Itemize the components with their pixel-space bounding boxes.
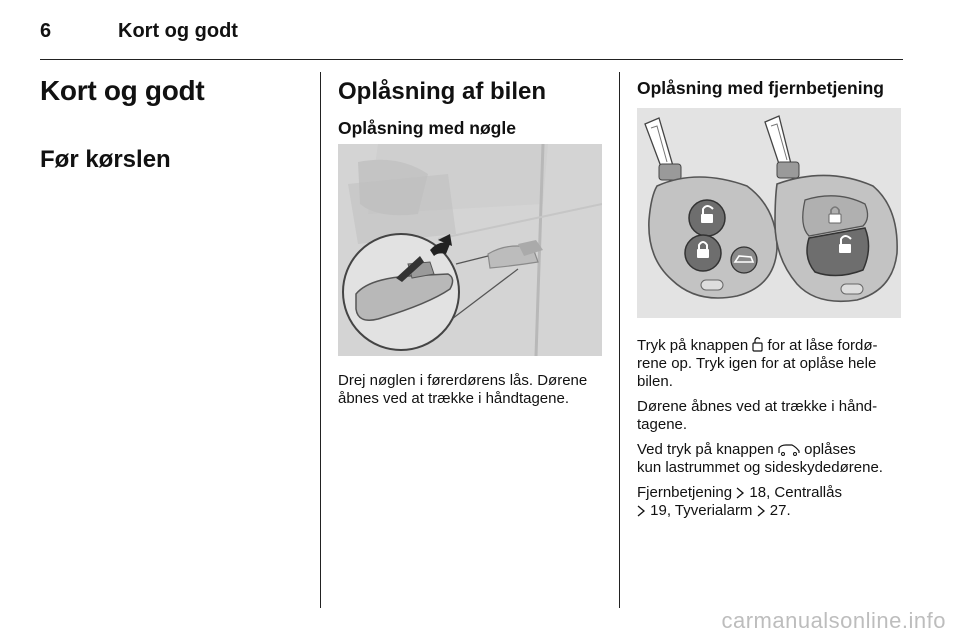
page-ref-arrow-icon bbox=[736, 487, 745, 499]
chapter-title: Kort og godt bbox=[40, 75, 205, 106]
paragraph: Tryk på knappen for at låse fordø- rene op. Tryk igen for at oplåse hele bilen. bbox=[637, 337, 878, 390]
paragraph: Ved tryk på knappen oplåses kun lastrummet og sideskydedørene. bbox=[637, 441, 883, 476]
column-divider bbox=[320, 72, 321, 608]
header-rule bbox=[40, 59, 903, 60]
body-text bbox=[637, 336, 907, 520]
watermark: carmanualsonline.info bbox=[721, 608, 946, 633]
page-ref-arrow-icon bbox=[637, 505, 646, 517]
running-header: Kort og godt bbox=[118, 20, 238, 42]
door-lock-illustration bbox=[338, 144, 602, 356]
van-icon bbox=[778, 444, 800, 456]
caption bbox=[338, 372, 610, 408]
section-title: Oplåsning af bilen bbox=[338, 78, 547, 105]
page-ref-arrow-icon bbox=[757, 505, 766, 517]
paragraph: Dørene åbnes ved at trække i hånd- tagene. bbox=[637, 398, 878, 433]
unlock-icon bbox=[752, 336, 763, 352]
subsection-title: Oplåsning med nøgle bbox=[338, 118, 516, 138]
column-divider bbox=[619, 72, 620, 608]
remote-key-illustration bbox=[637, 108, 901, 318]
subsection-title: Oplåsning med fjernbetjening bbox=[637, 78, 884, 98]
cross-references: Fjernbetjening 18, Centrallås 19, Tyverialarm 27. bbox=[637, 484, 842, 519]
page-number: 6 bbox=[40, 20, 52, 42]
caption-line: åbnes ved at trække i håndtagene. bbox=[338, 390, 569, 407]
section-title: Før kørslen bbox=[40, 146, 171, 173]
caption-line: Drej nøglen i førerdørens lås. Dørene bbox=[338, 372, 588, 389]
